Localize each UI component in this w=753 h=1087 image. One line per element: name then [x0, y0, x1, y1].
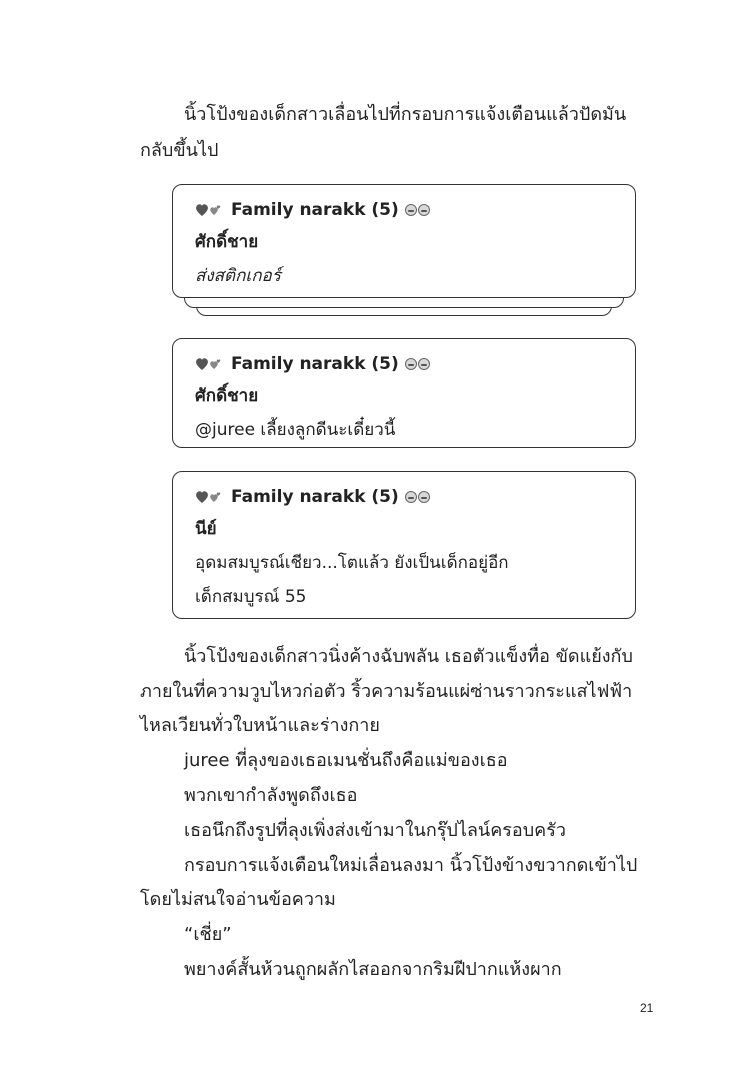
sender-name: ศักดิ์ชาย — [195, 232, 259, 252]
body-line: โดยไม่สนใจอ่านข้อความ — [140, 889, 336, 910]
body-line: พวกเขากำลังพูดถึงเธอ — [184, 785, 358, 806]
emoji-faces-icon — [405, 204, 430, 216]
notification-card-1[interactable] — [172, 184, 636, 298]
body-line: ไหลเวียนทั่วใบหน้าและร่างกาย — [140, 715, 380, 736]
message-line: ส่งสติกเกอร์ — [195, 266, 281, 286]
group-name: Family narakk (5) — [231, 487, 399, 507]
sender-name: ศักดิ์ชาย — [195, 386, 259, 406]
notification-title — [195, 195, 613, 225]
sender-name: นีย์ — [195, 519, 217, 539]
message-line: เด็กสมบูรณ์ 55 — [195, 587, 307, 607]
hearts-icon — [195, 356, 223, 372]
body-line: พยางค์สั้นห้วนถูกผลักไสออกจากริมฝีปากแห้งผาก — [184, 959, 562, 980]
group-name: Family narakk (5) — [231, 200, 399, 220]
body-line: “เชี่ย” — [184, 924, 232, 945]
notification-card-3[interactable] — [172, 471, 636, 619]
body-line: นิ้วโป้งของเด็กสาวนิ่งค้างฉับพลัน เธอตัวแข็งทื่อ ขัดแย้งกับ — [184, 646, 633, 667]
message-line: @juree เลี้ยงลูกดีนะเดี๋ยวนี้ — [195, 420, 396, 440]
notification-title — [195, 482, 613, 512]
notification-card-2[interactable] — [172, 338, 636, 448]
hearts-icon — [195, 489, 223, 505]
group-name: Family narakk (5) — [231, 354, 399, 374]
body-line: juree ที่ลุงของเธอเมนชั่นถึงคือแม่ของเธอ — [184, 750, 508, 771]
body-line: ภายในที่ความวูบไหวก่อตัว ริ้วความร้อนแผ่ซ่านราวกระแสไฟฟ้า — [140, 681, 633, 702]
page-number: 21 — [640, 1001, 654, 1015]
notification-title — [195, 349, 613, 379]
para1-line1: นิ้วโป้งของเด็กสาวเลื่อนไปที่กรอบการแจ้งเตือนแล้วปัดมัน — [184, 104, 627, 125]
emoji-faces-icon — [405, 491, 430, 503]
body-line: กรอบการแจ้งเตือนใหม่เลื่อนลงมา นิ้วโป้งข้างขวากดเข้าไป — [184, 855, 638, 876]
hearts-icon — [195, 202, 223, 218]
para1-line2: กลับขึ้นไป — [140, 140, 219, 161]
message-line: อุดมสมบูรณ์เชียว...โตแล้ว ยังเป็นเด็กอยู่อีก — [195, 553, 509, 573]
emoji-faces-icon — [405, 358, 430, 370]
body-line: เธอนึกถึงรูปที่ลุงเพิ่งส่งเข้ามาในกรุ๊ปไลน์ครอบครัว — [184, 820, 566, 841]
